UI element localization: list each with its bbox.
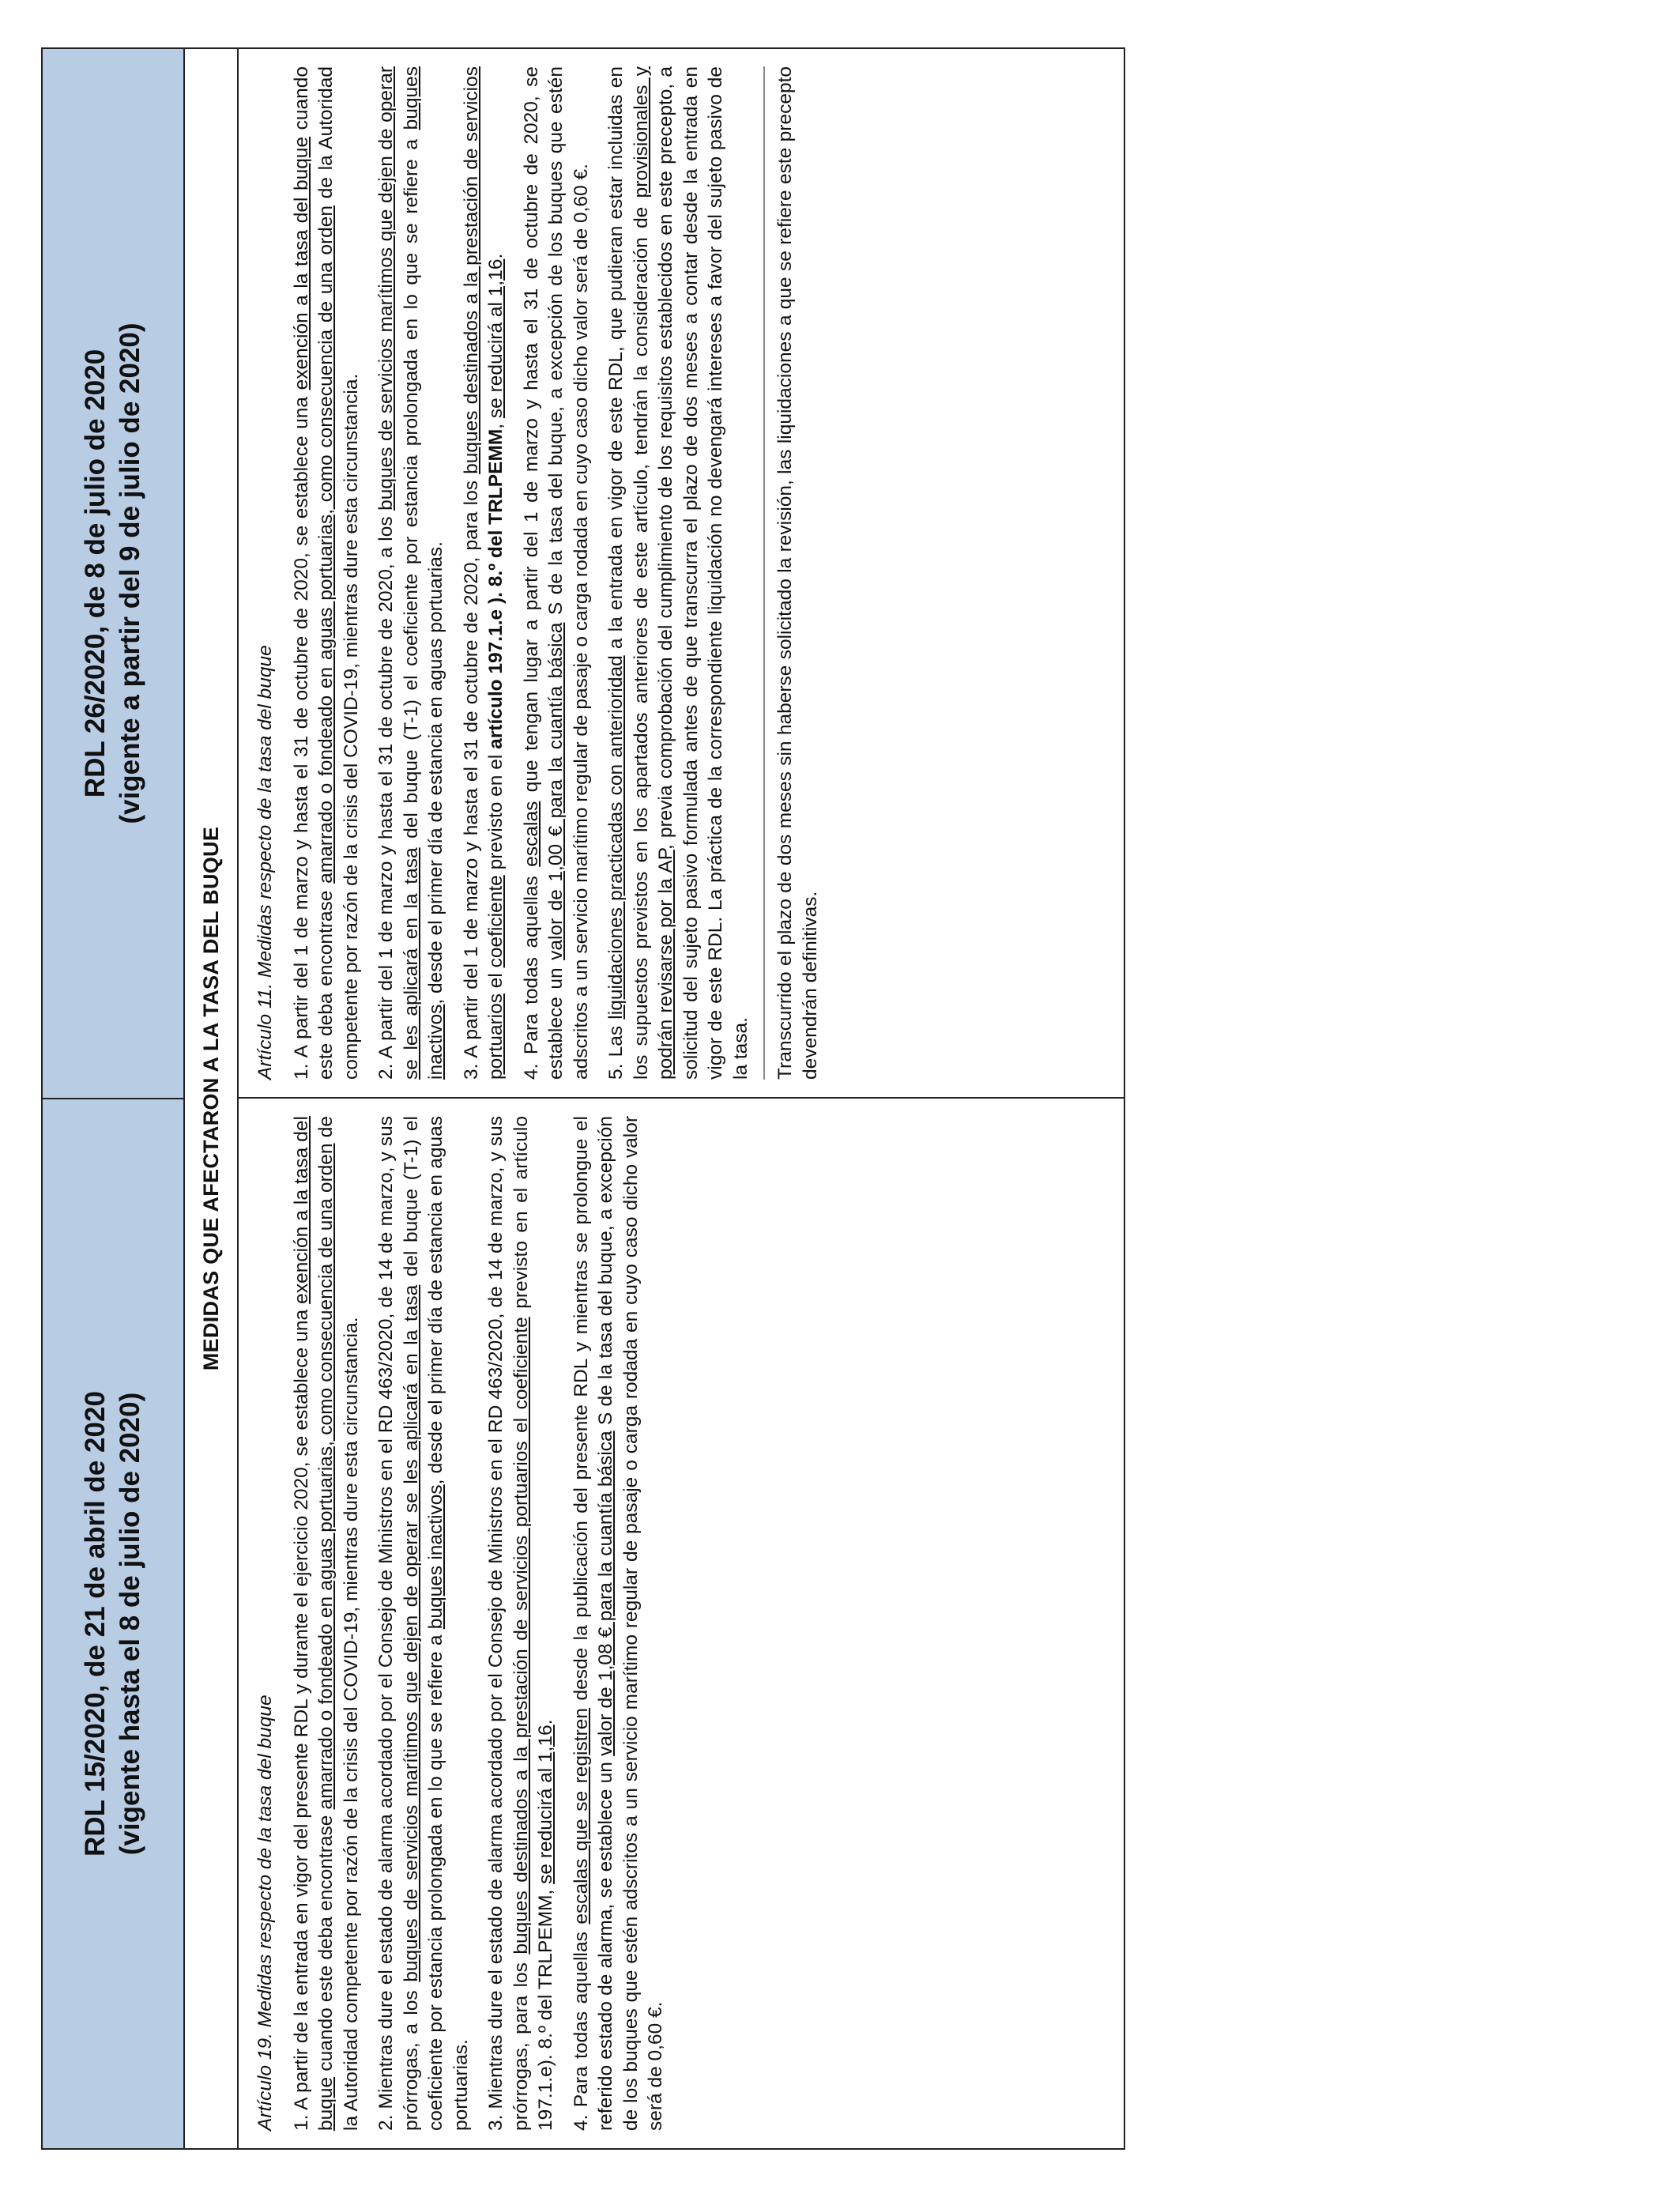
text-run: , — [485, 418, 507, 429]
text-run: de la Autoridad competente por razón de la crisis del COVID-19, mientras dure esta circunstancia. — [315, 1116, 362, 2131]
text-run: de la Autoridad competente por razón de la crisis del COVID-19, mientras dure esta circunstancia. — [315, 66, 362, 1080]
underlined-text: se reducirá al 1,16 — [535, 1725, 556, 1884]
underlined-text: coeficiente — [485, 875, 507, 968]
text-run: cuando este deba encontrase — [315, 1809, 337, 2077]
text-run: del buque (T-1) el coeficiente por estancia prolongada en lo que se refiere a — [400, 130, 422, 848]
paragraph-divider — [763, 66, 765, 1080]
section-band-title: MEDIDAS QUE AFECTARON A LA TASA DEL BUQUE — [198, 826, 223, 1371]
left-article-title: Artículo 19. Medidas respecto de la tasa del buque — [254, 1695, 276, 2131]
text-run: previsto en el — [485, 748, 507, 876]
header-right-cell — [43, 49, 183, 1099]
header-right-subtitle: (vigente a partir del 9 de julio de 2020) — [115, 322, 145, 824]
underlined-text: buques inactivos — [400, 66, 446, 1080]
underlined-text: exención a la tasa del buque — [290, 136, 312, 390]
text-run: a la entrada en vigor de este RDL, que pudieran estar incluidas en los supuestos previstos en los apartados anteriores de este artículo, tendrán la consideración de — [605, 66, 652, 1080]
text-run: del buque (T-1) el coeficiente por estancia prolongada en lo que se refiere a — [400, 1115, 446, 2131]
underlined-text: provisionales y podrán revisarse por la AP — [630, 66, 676, 1080]
text-run: el — [485, 967, 507, 994]
header-left-subtitle: (vigente hasta el 8 de julio de 2020) — [115, 1392, 145, 1856]
right-paragraph-1 — [289, 66, 364, 1080]
text-run: 3. A partir del 1 de marzo y hasta el 31 de octubre de 2020, para los — [460, 473, 482, 1080]
underlined-text: buques inactivos — [425, 1484, 446, 1630]
left-column — [239, 1099, 1125, 2148]
underlined-text: valor de 1,08 € para la cuantía básica — [595, 1431, 616, 1756]
text-run: S de la tasa del buque, a excepción de los buques que estén adscritos a un servicio marítimo regular de pasaje o carga rodada en cuyo caso dicho valor será de 0,60 €. — [545, 66, 592, 1080]
left-paragraph-4 — [569, 1116, 669, 2131]
text-run: 1. A partir de la entrada en vigor del presente RDL y durante el ejercicio 2020, se establece una — [290, 1303, 312, 2131]
underlined-text: se reducirá al 1,16 — [485, 258, 507, 419]
right-paragraph-2 — [374, 66, 449, 1080]
text-run: 3. Mientras dure el estado de alarma acordado por el Consejo de Ministros en el RD 463/2020, de 14 de marzo, y sus prórrogas, para los — [485, 1116, 532, 2131]
table-body-row — [239, 49, 1125, 2148]
underlined-text: exención a la tasa del buque — [290, 1116, 337, 2131]
table-header-row — [43, 49, 185, 2148]
header-right-title: RDL 26/2020, de 8 de julio de 2020 — [80, 349, 111, 798]
text-run: 2. Mientras dure el estado de alarma acordado por el Consejo de Ministros en el RD 463/2020, de 14 de marzo, y sus prórrogas, a los — [375, 1116, 422, 2131]
underlined-text: buques de servicios marítimos que dejen de operar se les aplicará en la tasa — [375, 66, 422, 1080]
underlined-text: buques destinados a la prestación de servicios portuarios el coeficiente — [510, 1317, 532, 1955]
text-run: 5. Las — [605, 1019, 627, 1080]
right-article-title: Artículo 11. Medidas respecto de la tasa del buque — [254, 645, 276, 1080]
comparison-table — [41, 47, 1125, 2150]
underlined-text: liquidaciones practicadas con anterioridad — [605, 655, 627, 1020]
right-column — [239, 49, 1125, 1099]
underlined-text: buques destinados a la prestación de servicios portuarios — [460, 66, 507, 1080]
text-run: , desde el primer día de estancia en aguas portuarias. — [425, 1116, 472, 2131]
text-run: 4. Para todas aquellas — [570, 1924, 592, 2131]
bold-text: artículo 197.1.e ). 8.º del TRLPEMM — [485, 428, 507, 749]
underlined-text: amarrado o fondeado en aguas portuarias, como consecuencia de una orden — [315, 1143, 337, 1810]
right-paragraph-4 — [519, 66, 594, 1080]
text-run: desde la publicación del presente RDL y mientras se prolongue el referido estado de alarma, se establece un — [570, 1116, 616, 2131]
text-run: , desde el primer día de estancia en aguas portuarias. — [425, 541, 446, 1005]
left-paragraph-2 — [374, 1116, 473, 2131]
header-left-cell — [43, 1099, 183, 2148]
section-band — [185, 49, 239, 2148]
text-run: . — [535, 1719, 556, 1725]
header-left-title: RDL 15/2020, de 21 de abril de 2020 — [80, 1391, 111, 1857]
text-run: 2. A partir del 1 de marzo y hasta el 31 de octubre de 2020, a los — [375, 510, 397, 1080]
text-run: que tengan lugar a partir del 1 de marzo y hasta el 31 de octubre de 2020, se establece un — [520, 66, 567, 1080]
text-run: S de la tasa del buque, a excepción de los buques que estén adscritos a un servicio marítimo regular de pasaje o carga rodada en cuyo caso dicho valor será de 0,60 €. — [595, 1116, 666, 2131]
left-paragraph-1 — [289, 1116, 364, 2131]
underlined-text: valor de 1,00 € para la cuantía básica — [545, 622, 567, 960]
text-run: , previa comprobación del cumplimiento de los requisitos establecidos en este precepto, a solicitud del sujeto pasivo formulada antes de que transcurra el plazo de dos meses a contar desde la entrada en vigor de este RDL. La práctica de la correspondiente liquidación no devengará intereses a favor del sujeto pasivo de la tasa. — [655, 66, 751, 1080]
text-run: 4. Para todas aquellas — [520, 866, 542, 1080]
left-paragraph-3 — [484, 1116, 559, 2131]
underlined-text: amarrado o fondeado en aguas portuarias, como consecuencia de una orden — [315, 205, 337, 884]
text-run: cuando este deba encontrase — [290, 66, 337, 1080]
right-paragraph-3 — [459, 66, 509, 1080]
right-paragraph-5 — [604, 66, 753, 1080]
underlined-text: buques de servicios marítimos que dejen de operar se les aplicará en la tasa — [400, 1284, 422, 1982]
underlined-text: escalas — [520, 801, 542, 867]
underlined-text: escalas que se registren — [570, 1708, 592, 1924]
right-paragraph-6: Transcurrido el plazo de dos meses sin haberse solicitado la revisión, las liquidaciones a que se refiere este precepto devendrán definitivas. — [774, 66, 821, 1080]
text-run: previsto en el artículo 197.1.e). 8.º del TRLPEMM, — [510, 1115, 556, 2131]
text-run: 1. A partir del 1 de marzo y hasta el 31 de octubre de 2020, se establece una — [290, 390, 312, 1080]
text-run: . — [485, 253, 507, 259]
